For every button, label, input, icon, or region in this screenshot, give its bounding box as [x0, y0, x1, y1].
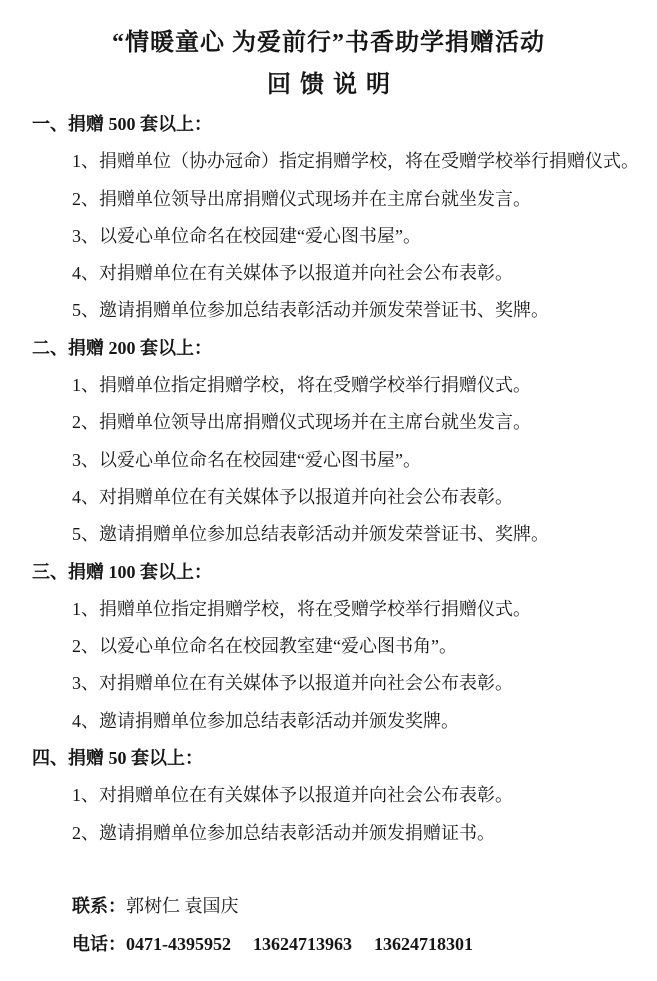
list-item: 1、捐赠单位（协办冠命）指定捐赠学校，将在受赠学校举行捐赠仪式。 [72, 151, 639, 172]
list-item: 4、对捐赠单位在有关媒体予以报道并向社会公布表彰。 [72, 486, 513, 507]
contact-label: 联系： [72, 895, 126, 916]
contact-block [0, 888, 657, 963]
document-title: “情暖童心 为爱前行”书香助学捐赠活动 [112, 30, 545, 56]
title-block [0, 0, 657, 106]
list-item: 3、对捐赠单位在有关媒体予以报道并向社会公布表彰。 [72, 673, 513, 694]
list-item: 2、捐赠单位领导出席捐赠仪式现场并在主席台就坐发言。 [72, 188, 531, 209]
list-item: 2、以爱心单位命名在校园教室建“爱心图书角”。 [72, 636, 457, 657]
list-item: 4、对捐赠单位在有关媒体予以报道并向社会公布表彰。 [72, 263, 513, 284]
list-item: 4、邀请捐赠单位参加总结表彰活动并颁发奖牌。 [72, 710, 459, 731]
document-subtitle: 回馈说明 [267, 72, 399, 98]
document-body [0, 106, 657, 963]
list-item: 1、捐赠单位指定捐赠学校，将在受赠学校举行捐赠仪式。 [72, 375, 531, 396]
list-item: 2、捐赠单位领导出席捐赠仪式现场并在主席台就坐发言。 [72, 412, 531, 433]
contact-names: 郭树仁 袁国庆 [126, 895, 239, 916]
section-heading: 四、捐赠 50 套以上： [32, 748, 203, 769]
phone-number-3: 13624718301 [374, 933, 473, 954]
section-heading: 三、捐赠 100 套以上： [32, 561, 212, 582]
section-heading: 二、捐赠 200 套以上： [32, 337, 212, 358]
section-donate-50 [0, 740, 657, 852]
list-item: 3、以爱心单位命名在校园建“爱心图书屋”。 [72, 225, 421, 246]
phone-line [0, 926, 657, 964]
contact-line [0, 888, 657, 926]
phone-number-2: 13624713963 [253, 933, 352, 954]
phone-number-1: 0471-4395952 [126, 933, 231, 954]
section-donate-200 [0, 330, 657, 554]
list-item: 5、邀请捐赠单位参加总结表彰活动并颁发荣誉证书、奖牌。 [72, 524, 549, 545]
section-heading: 一、捐赠 500 套以上： [32, 114, 212, 134]
section-donate-500 [0, 106, 657, 330]
phone-label: 电话： [72, 933, 126, 954]
section-donate-100 [0, 554, 657, 740]
list-item: 1、捐赠单位指定捐赠学校，将在受赠学校举行捐赠仪式。 [72, 598, 531, 619]
list-item: 3、以爱心单位命名在校园建“爱心图书屋”。 [72, 449, 421, 470]
list-item: 1、对捐赠单位在有关媒体予以报道并向社会公布表彰。 [72, 785, 513, 806]
list-item: 5、邀请捐赠单位参加总结表彰活动并颁发荣誉证书、奖牌。 [72, 300, 549, 321]
list-item: 2、邀请捐赠单位参加总结表彰活动并颁发捐赠证书。 [72, 822, 495, 843]
